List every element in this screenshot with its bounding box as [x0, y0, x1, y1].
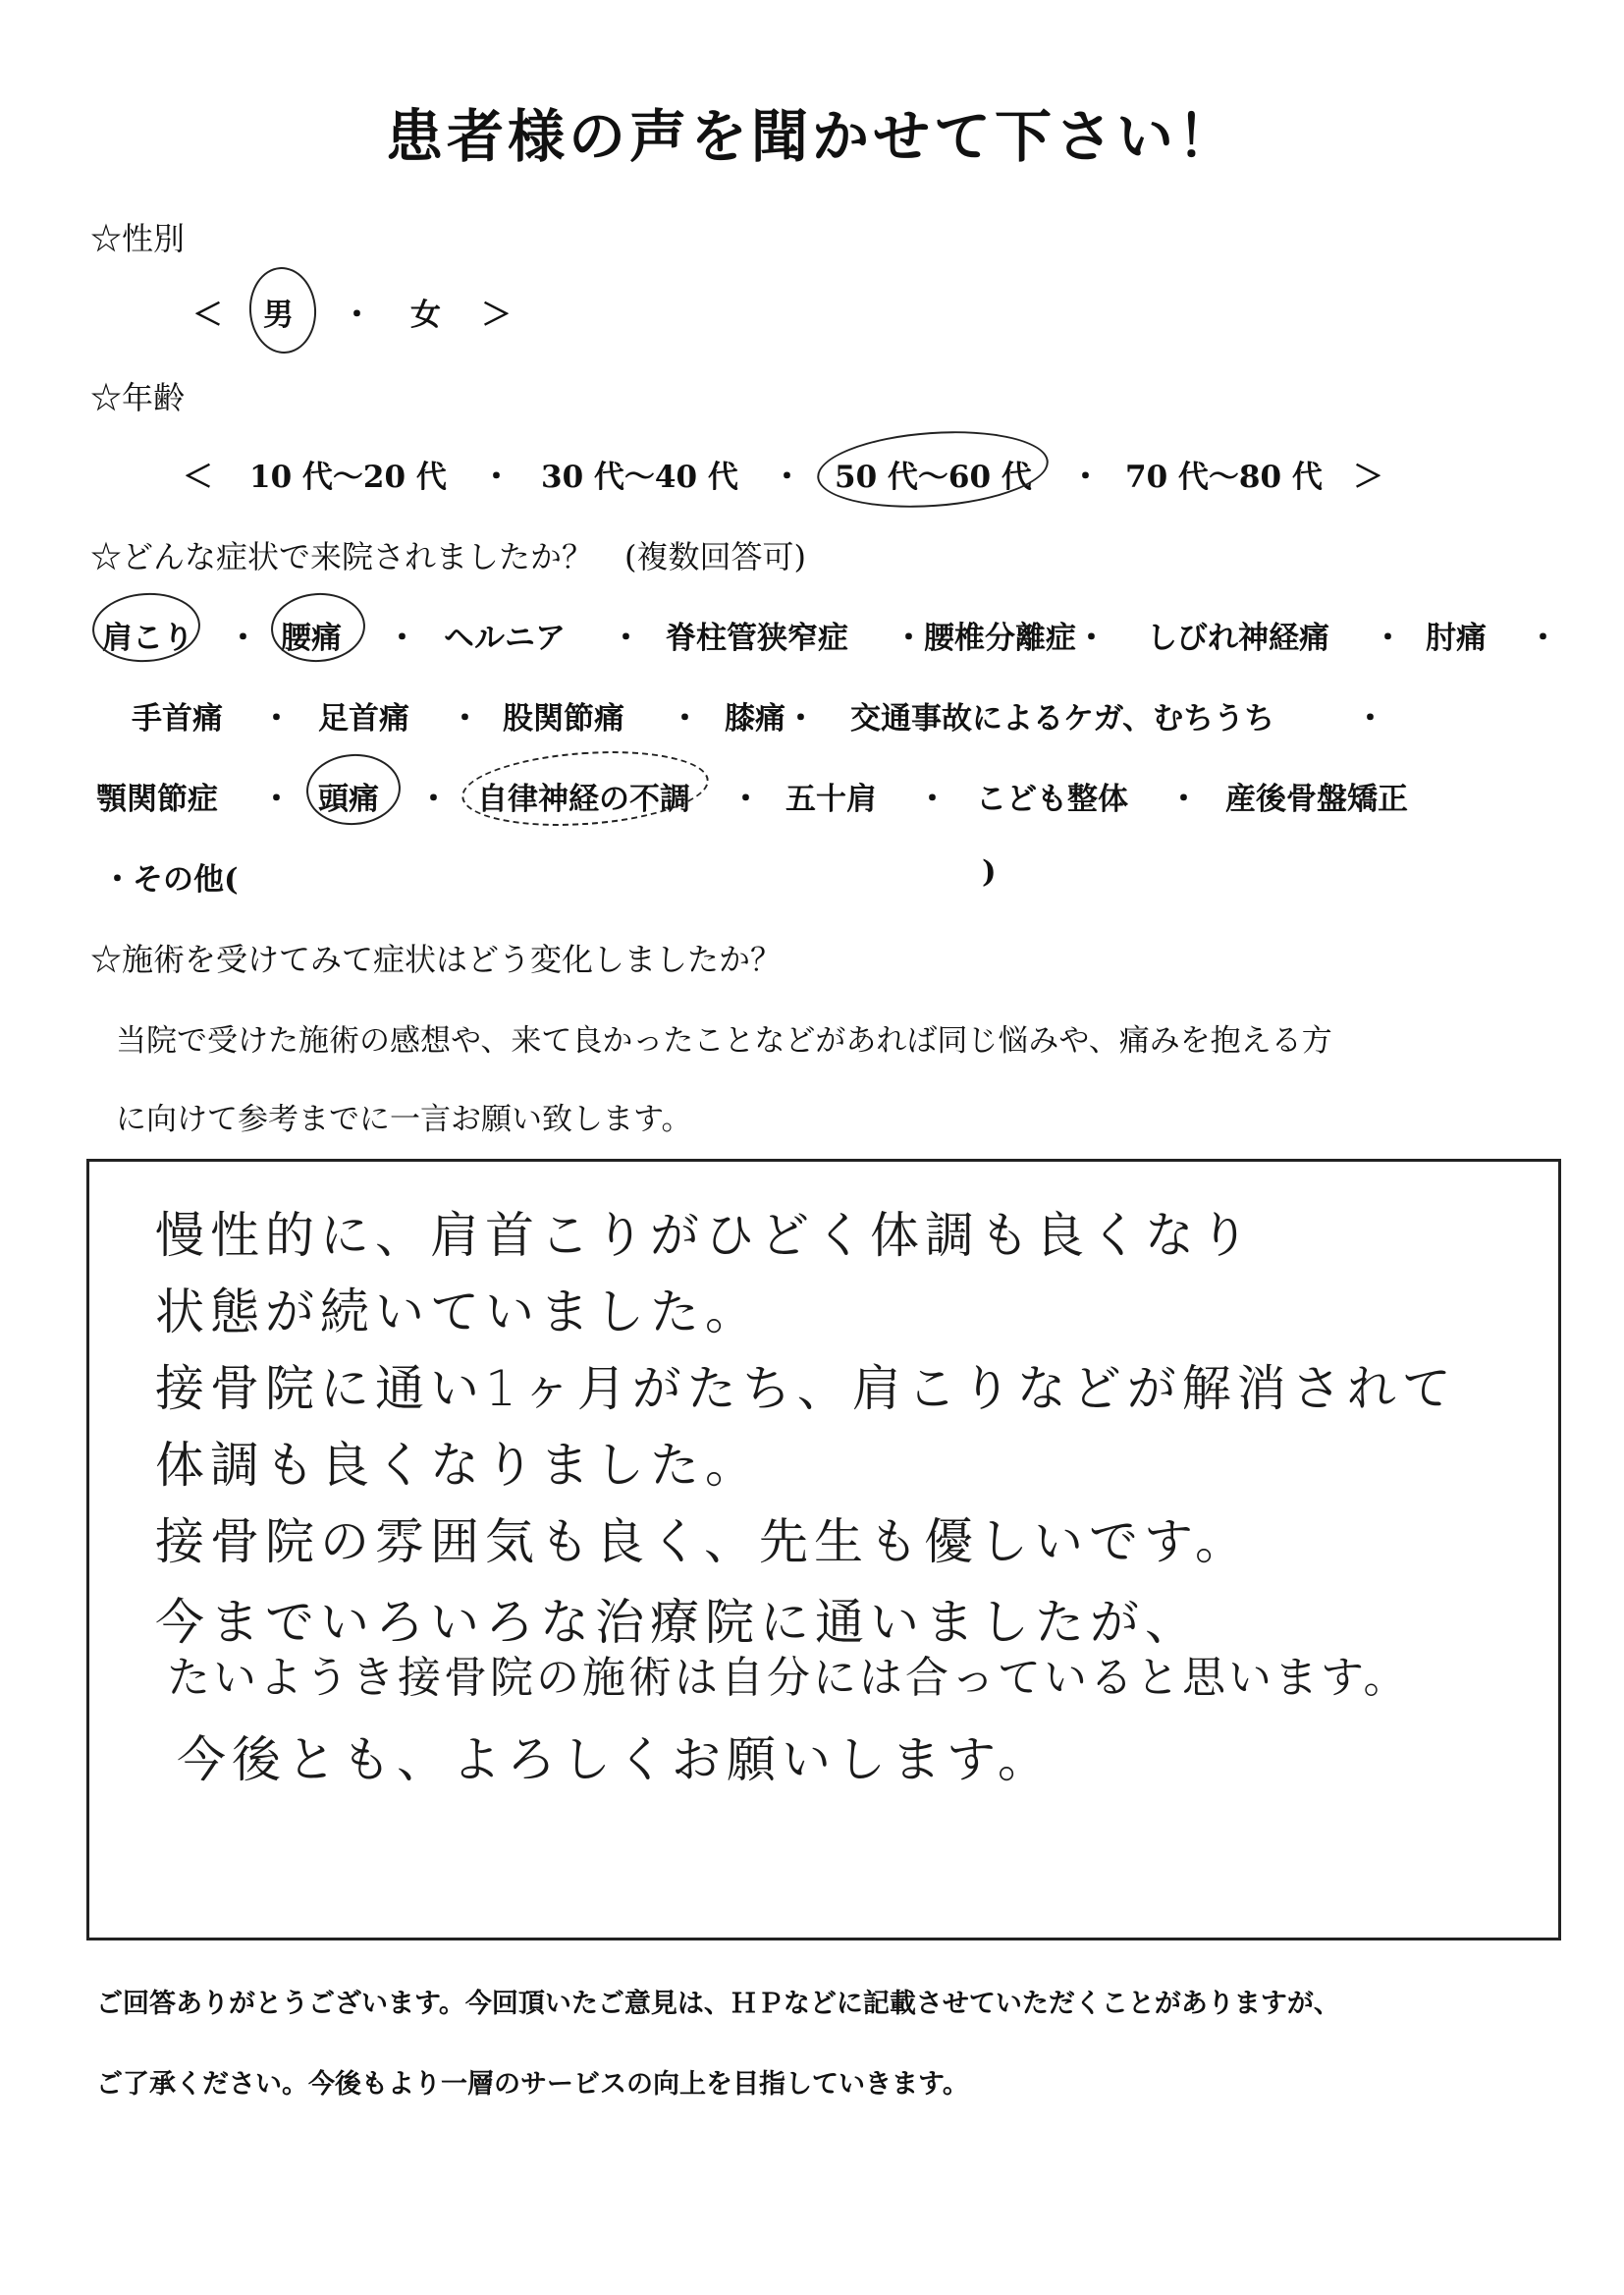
symptom-separator: ・ [670, 701, 700, 737]
symptom-option-ashikubi[interactable]: 足首痛 [318, 701, 409, 737]
gender-option-female[interactable]: 女 [410, 298, 441, 333]
symptom-separator: ・ [611, 621, 641, 656]
age-option-30-40[interactable]: 30 代～40 代 [541, 460, 738, 495]
symptom-option-jiritsushinkei[interactable]: 自律神経の不調 [477, 782, 690, 817]
symptom-separator: ・ [418, 782, 449, 817]
gender-option-male[interactable]: 男 [263, 298, 294, 333]
comment-line: 今後とも、よろしくお願いします。 [177, 1731, 1053, 1788]
age-separator: ・ [1070, 460, 1101, 495]
footer-line1: ご回答ありがとうございます。今回頂いたご意見は、ＨＰなどに記載させていただくことがありますが、 [96, 1989, 1340, 2019]
gender-close-bracket: ＞ [481, 298, 512, 333]
symptom-separator: ・ [731, 782, 761, 817]
male-selection-circle [246, 265, 319, 356]
symptom-separator: ・ [1373, 621, 1403, 656]
symptom-separator: ・ [1528, 621, 1558, 656]
age-separator: ・ [481, 460, 512, 495]
age-close-bracket: ＞ [1353, 460, 1383, 495]
page-title: 患者様の声を聞かせて下さい！ [385, 103, 1238, 170]
symptom-separator: ・ [261, 701, 292, 737]
age-option-50-60[interactable]: 50 代～60 代 [835, 460, 1032, 495]
symptom-option-gakukansetsu[interactable]: 顎関節症 [96, 782, 218, 817]
comment-line: 接骨院の雰囲気も良く、先生も優しいです。 [155, 1513, 1250, 1570]
symptom-separator: ・ [228, 621, 258, 656]
jiritsushinkei-selection-circle [460, 743, 712, 833]
symptom-option-youtsu[interactable]: 腰痛 [281, 621, 342, 656]
symptom-option-katakori[interactable]: 肩こり [102, 621, 193, 656]
symptom-option-bunrisho[interactable]: ・腰椎分離症・ [893, 621, 1107, 656]
symptom-option-tekubi[interactable]: 手首痛 [132, 701, 223, 737]
symptom-option-kokansetsu[interactable]: 股関節痛 [503, 701, 624, 737]
symptom-option-hizatsu[interactable]: 膝痛・ [725, 701, 816, 737]
symptom-separator: ・ [1168, 782, 1199, 817]
change-heading: ☆施術を受けてみて症状はどう変化しましたか？ [90, 941, 783, 978]
age-option-10-20[interactable]: 10 代～20 代 [249, 460, 447, 495]
symptom-option-hernia[interactable]: ヘルニア [444, 621, 566, 656]
symptom-separator: ・ [261, 782, 292, 817]
symptom-separator: ・ [1355, 701, 1385, 737]
comment-line: 状態が続いていました。 [155, 1284, 760, 1340]
age-separator: ・ [772, 460, 802, 495]
change-instruction-line1: 当院で受けた施術の感想や、来て良かったことなどがあれば同じ悩みや、痛みを抱える方 [116, 1023, 1332, 1059]
symptom-other-close: ) [982, 854, 997, 890]
age-heading: ☆年齢 [90, 379, 186, 416]
symptom-option-koutsujiko[interactable]: 交通事故によるケガ、むちうち [850, 701, 1275, 737]
change-instruction-line2: に向けて参考までに一言お願い致します。 [116, 1102, 692, 1137]
symptom-separator: ・ [387, 621, 417, 656]
gender-separator: ・ [342, 298, 372, 333]
age-selection-circle [815, 424, 1052, 515]
symptom-option-gojukata[interactable]: 五十肩 [785, 782, 877, 817]
symptom-option-zutsu[interactable]: 頭痛 [318, 782, 379, 817]
comment-line: 慢性的に、肩首こりがひどく体調も良くなり [155, 1207, 1255, 1264]
symptom-option-sangokotsuban[interactable]: 産後骨盤矯正 [1225, 782, 1408, 817]
symptom-separator: ・ [450, 701, 480, 737]
age-option-70-80[interactable]: 70 代～80 代 [1125, 460, 1323, 495]
symptom-separator: ・ [917, 782, 947, 817]
comment-line: たいようき接骨院の施術は自分には合っていると思います。 [167, 1653, 1410, 1703]
footer-line2: ご了承ください。今後もより一層のサービスの向上を目指していきます。 [96, 2069, 969, 2100]
symptom-option-hijitsu[interactable]: 肘痛 [1426, 621, 1487, 656]
comment-line: 接骨院に通い1ヶ月がたち、肩こりなどが解消されて [155, 1360, 1457, 1417]
gender-heading: ☆性別 [90, 220, 186, 257]
age-open-bracket: ＜ [183, 460, 213, 495]
comment-line: 今までいろいろな治療院に通いましたが、 [155, 1594, 1200, 1651]
symptom-option-kyousakusho[interactable]: 脊柱管狭窄症 [666, 621, 848, 656]
symptoms-heading: ☆どんな症状で来院されましたか？ (複数回答可) [90, 538, 806, 575]
symptom-option-other[interactable]: ・その他( [102, 862, 239, 898]
symptom-option-shibire[interactable]: しびれ神経痛 [1147, 621, 1329, 656]
comment-line: 体調も良くなりました。 [155, 1437, 760, 1494]
symptom-option-kodomoseitai[interactable]: こども整体 [976, 782, 1128, 817]
gender-open-bracket: ＜ [192, 298, 223, 333]
